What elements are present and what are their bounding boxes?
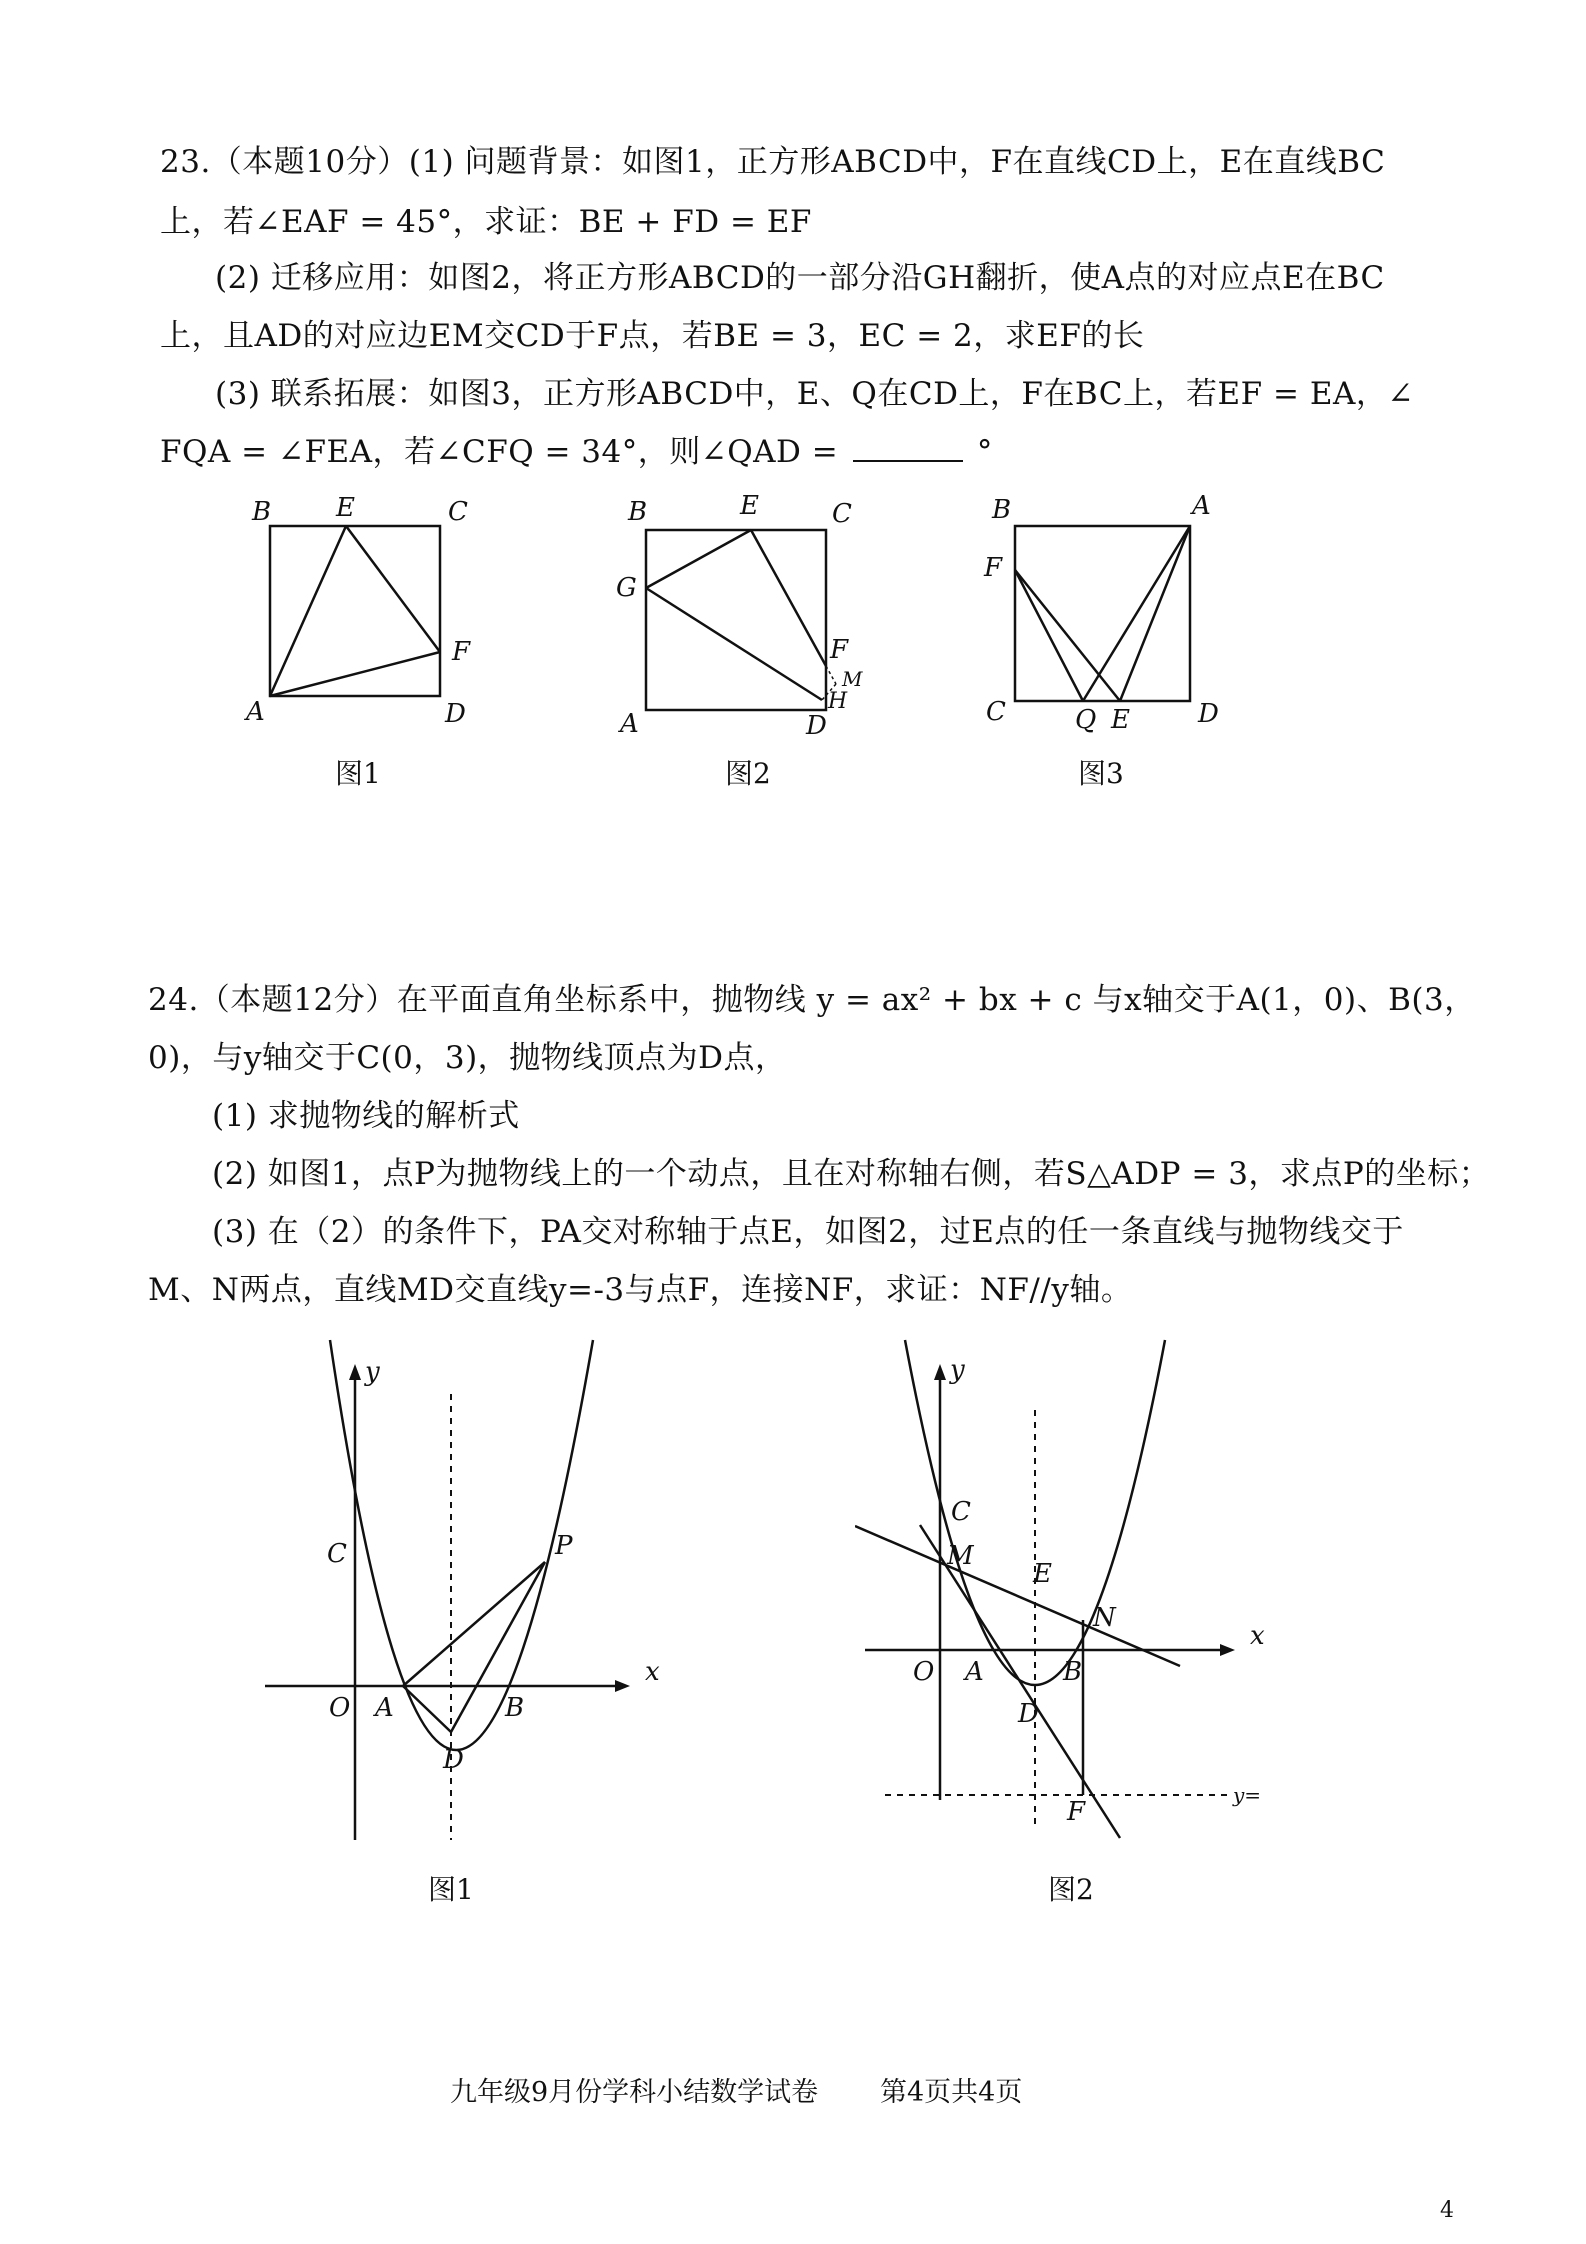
fig2-label-b: B [628, 497, 648, 527]
q23-line-6b: ° [976, 434, 993, 470]
q23-line-3: (2) 迁移应用：如图2，将正方形ABCD的一部分沿GH翻折，使A点的对应点E在BC [215, 260, 1385, 296]
q24-fig2-label-y: y [950, 1355, 965, 1385]
footer-page: 第4页共4页 [880, 2077, 1023, 2108]
q23-line-6 [160, 432, 993, 472]
q24-line-5: (3) 在（2）的条件下，PA交对称轴于点E，如图2，过E点的任一条直线与抛物线交于 [212, 1214, 1404, 1250]
q24-fig1-label-x: x [645, 1657, 660, 1687]
q24-caption-2: 图2 [1048, 1873, 1094, 1906]
q23-figure-2 [610, 490, 870, 740]
fig2-label-c: C [832, 499, 852, 529]
q24-fig2-label-n: N [1093, 1603, 1116, 1633]
fig2-label-h: H [828, 689, 848, 714]
q24-fig1-label-a: A [375, 1693, 394, 1723]
fig3-label-b: B [992, 495, 1012, 525]
q24-fig1-label-b: B [505, 1693, 525, 1723]
answer-blank [853, 432, 963, 462]
q23-line-2: 上，若∠EAF = 45°，求证：BE + FD = EF [160, 204, 812, 240]
q24-fig2-label-line: y= [1233, 1783, 1262, 1807]
q24-line-4: (2) 如图1，点P为抛物线上的一个动点，且在对称轴右侧，若S△ADP = 3，求点P的坐标； [212, 1156, 1491, 1192]
q24-fig1-label-d: D [443, 1745, 464, 1775]
fig3-label-c: C [986, 697, 1006, 727]
fig2-label-m: M [842, 667, 863, 691]
q24-caption-1: 图1 [428, 1873, 474, 1906]
fig2-label-e: E [740, 491, 759, 521]
q24-fig2-label-a: A [965, 1657, 984, 1687]
fig1-label-b: B [252, 497, 272, 527]
q24-fig1-label-c: C [327, 1539, 347, 1569]
fig2-label-d: D [806, 711, 827, 740]
q24-line-2: 0)，与y轴交于C(0，3)，抛物线顶点为D点， [148, 1040, 787, 1076]
q24-fig2-label-c: C [951, 1497, 971, 1527]
q24-fig2-label-f: F [1067, 1797, 1086, 1827]
corner-page-number: 4 [1440, 2198, 1454, 2223]
q24-fig1-label-y: y [365, 1357, 380, 1387]
fig1-label-e: E [336, 493, 355, 523]
q24-fig2-label-b: B [1063, 1657, 1083, 1687]
q23-line-6a: FQA = ∠FEA，若∠CFQ = 34°，则∠QAD = [160, 434, 839, 470]
q23-line-1: 23.（本题10分）(1) 问题背景：如图1，正方形ABCD中，F在直线CD上，E在直线BC [160, 144, 1386, 180]
q24-line-3: (1) 求抛物线的解析式 [212, 1098, 520, 1134]
q24-line-6: M、N两点，直线MD交直线y=-3与点F，连接NF，求证：NF//y轴。 [148, 1272, 1133, 1308]
fig1-label-a: A [246, 697, 265, 727]
fig2-label-f: F [830, 635, 849, 665]
q24-figure-2 [855, 1330, 1285, 1850]
q24-fig2-label-d: D [1018, 1699, 1039, 1729]
q23-figure-1 [240, 490, 500, 730]
q24-figure-1 [255, 1330, 675, 1860]
footer-title: 九年级9月份学科小结数学试卷 [450, 2077, 819, 2108]
fig1-label-d: D [445, 699, 466, 729]
fig3-label-e: E [1111, 705, 1130, 735]
fig1-label-f: F [452, 637, 471, 667]
fig2-label-a: A [620, 709, 639, 739]
q24-fig1-label-o: O [329, 1693, 351, 1723]
q24-fig2-label-m: M [947, 1541, 974, 1571]
q24-fig2-label-e: E [1033, 1559, 1052, 1589]
q23-caption-3: 图3 [1078, 757, 1124, 790]
q24-fig2-label-x: x [1250, 1621, 1265, 1651]
q23-line-5: (3) 联系拓展：如图3，正方形ABCD中，E、Q在CD上，F在BC上，若EF = EA，∠ [215, 376, 1414, 412]
q24-line-1: 24.（本题12分）在平面直角坐标系中，抛物线 y = ax² + bx + c 与x轴交于A(1，0)、B(3， [148, 982, 1476, 1018]
fig3-label-a: A [1192, 491, 1211, 521]
q23-caption-2: 图2 [725, 757, 771, 790]
q24-fig2-label-o: O [913, 1657, 935, 1687]
q24-fig1-label-p: P [555, 1531, 573, 1561]
q23-caption-1: 图1 [335, 757, 381, 790]
fig1-label-c: C [448, 497, 468, 527]
q23-line-4: 上，且AD的对应边EM交CD于F点，若BE = 3，EC = 2，求EF的长 [160, 318, 1145, 354]
fig3-label-f: F [984, 553, 1003, 583]
fig3-label-d: D [1198, 699, 1219, 729]
q23-figure-3 [980, 490, 1230, 740]
fig2-label-g: G [616, 573, 637, 603]
fig3-label-q: Q [1075, 705, 1097, 735]
